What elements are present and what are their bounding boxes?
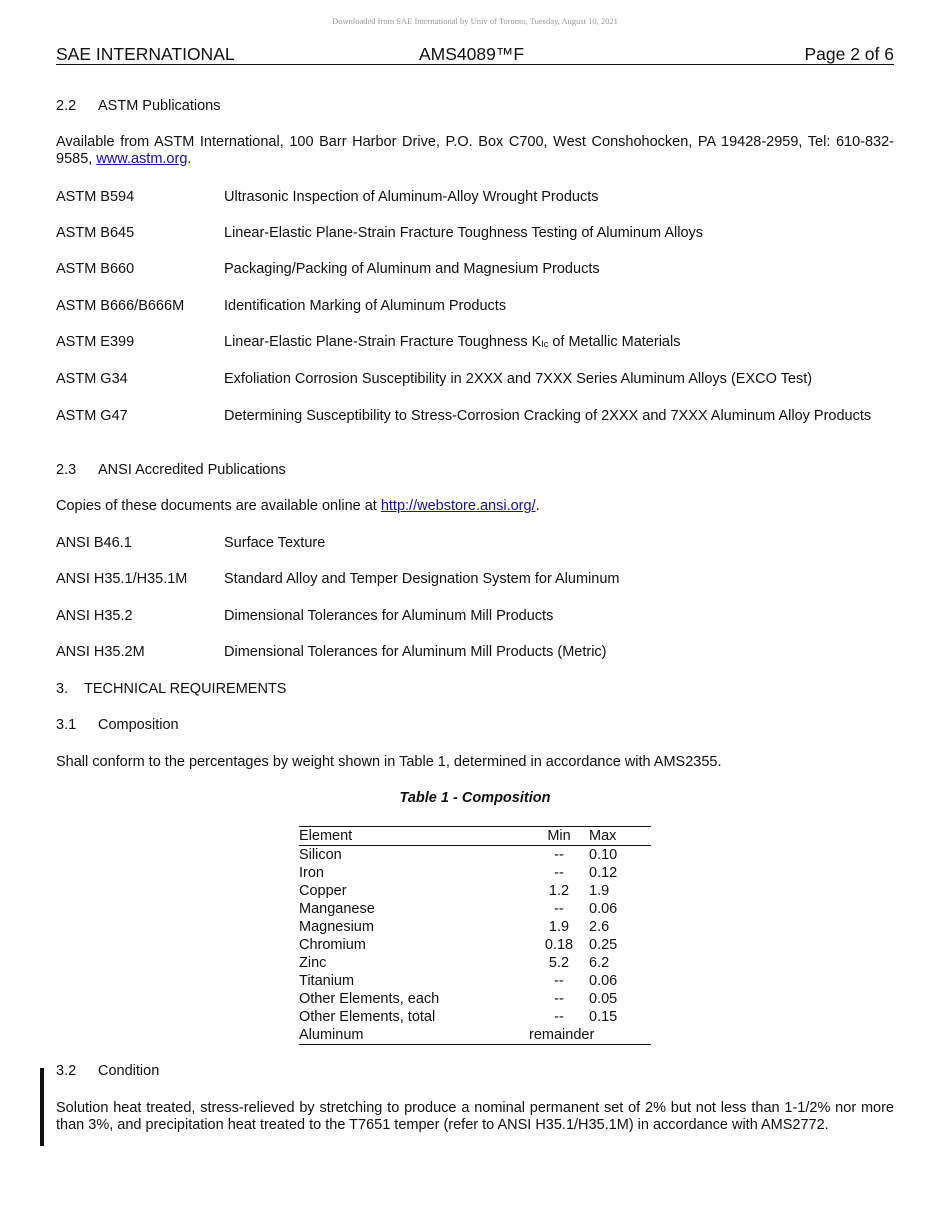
reference-description: Ultrasonic Inspection of Aluminum-Alloy Wrought Products <box>224 189 599 205</box>
header-document-number: AMS4089™F <box>419 44 525 64</box>
composition-table <box>299 826 651 1045</box>
cell-element: Magnesium <box>299 919 374 935</box>
cell-max: 2.6 <box>589 919 610 935</box>
ansi-intro-text: Copies of these documents are available online at <box>56 498 377 514</box>
section-2-2-title: ASTM Publications <box>98 98 221 114</box>
reference-code: ASTM G47 <box>56 408 128 424</box>
header-organization: SAE INTERNATIONAL <box>56 44 235 64</box>
reference-description-text: Linear-Elastic Plane-Strain Fracture Toughness K <box>224 334 542 350</box>
table-row <box>299 1008 651 1026</box>
cell-max: 0.06 <box>589 901 618 917</box>
reference-description: Identification Marking of Aluminum Products <box>224 298 507 314</box>
table-row <box>299 918 651 936</box>
cell-max: 0.12 <box>589 865 618 881</box>
table-row <box>299 882 651 900</box>
reference-description: Determining Susceptibility to Stress-Corrosion Cracking of 2XXX and 7XXX Aluminum Alloy Products <box>224 408 872 424</box>
header-page-number: Page 2 of 6 <box>804 44 894 64</box>
header-min: Min <box>547 828 571 844</box>
table-row <box>299 936 651 954</box>
cell-min: -- <box>554 1009 564 1025</box>
section-3-number: 3. <box>56 681 69 697</box>
page-header <box>56 44 894 65</box>
download-notice: Downloaded from SAE International by Univ of Toronto, Tuesday, August 10, 2021 <box>332 16 618 26</box>
cell-element: Other Elements, each <box>299 991 440 1007</box>
section-2-3-title: ANSI Accredited Publications <box>98 462 286 478</box>
cell-min: -- <box>554 901 564 917</box>
table-row <box>299 900 651 918</box>
ansi-webstore-link[interactable]: http://webstore.ansi.org/ <box>380 498 536 514</box>
composition-paragraph: Shall conform to the percentages by weight shown in Table 1, determined in accordance with AMS2355. <box>56 754 722 770</box>
reference-description: Surface Texture <box>224 535 326 551</box>
cell-element: Chromium <box>299 937 366 953</box>
astm-availability-paragraph <box>56 134 894 168</box>
cell-element: Manganese <box>299 901 375 917</box>
reference-description: Dimensional Tolerances for Aluminum Mill Products <box>224 608 554 624</box>
cell-remainder: remainder <box>529 1027 595 1043</box>
cell-element: Other Elements, total <box>299 1009 436 1025</box>
reference-description-text: of Metallic Materials <box>548 334 681 350</box>
cell-max: 0.25 <box>589 937 618 953</box>
section-3-1-title: Composition <box>98 717 179 733</box>
reference-description: Dimensional Tolerances for Aluminum Mill Products (Metric) <box>224 644 607 660</box>
cell-min: 1.2 <box>548 883 570 899</box>
reference-code: ASTM B594 <box>56 189 135 205</box>
reference-code: ANSI B46.1 <box>56 535 132 551</box>
reference-description: Packaging/Packing of Aluminum and Magnesium Products <box>224 261 600 277</box>
condition-paragraph: Solution heat treated, stress-relieved by stretching to produce a nominal permanent set of 2% but not less than 1-1/2% nor more than 3%, and precipitation heat treated to the T7651 temper (refer to ANSI H35.1/H35.1M) in accordance with AMS2772. <box>56 1100 894 1133</box>
cell-min: 0.18 <box>544 937 574 953</box>
ansi-intro-end: . <box>535 498 540 514</box>
section-3-1-number: 3.1 <box>56 717 77 733</box>
cell-element: Copper <box>299 883 347 899</box>
reference-description: Standard Alloy and Temper Designation System for Aluminum <box>224 571 620 587</box>
cell-element: Aluminum <box>299 1027 364 1043</box>
reference-code: ASTM B645 <box>56 225 135 241</box>
cell-min: -- <box>554 991 564 1007</box>
reference-code: ASTM B660 <box>56 261 135 277</box>
header-element: Element <box>299 828 353 844</box>
cell-min: -- <box>554 865 564 881</box>
table-row <box>299 972 651 990</box>
table-row <box>299 864 651 882</box>
astm-website-link[interactable]: www.astm.org <box>96 151 188 167</box>
cell-max: 0.06 <box>589 973 618 989</box>
table-header-row <box>299 827 651 846</box>
reference-description <box>224 334 894 353</box>
cell-element: Silicon <box>299 847 342 863</box>
cell-min: -- <box>554 847 564 863</box>
table-1-title: Table 1 - Composition <box>399 790 551 806</box>
table-row <box>299 846 651 865</box>
reference-code: ASTM B666/B666M <box>56 298 185 314</box>
header-max: Max <box>589 828 617 844</box>
reference-description: Exfoliation Corrosion Susceptibility in 2XXX and 7XXX Series Aluminum Alloys (EXCO Test) <box>224 371 813 387</box>
reference-code: ASTM E399 <box>56 334 135 350</box>
cell-max: 6.2 <box>589 955 610 971</box>
table-row <box>299 990 651 1008</box>
section-3-title: TECHNICAL REQUIREMENTS <box>84 681 287 697</box>
section-2-3-number: 2.3 <box>56 462 77 478</box>
cell-element: Zinc <box>299 955 327 971</box>
cell-element: Iron <box>299 865 324 881</box>
ansi-availability-paragraph <box>56 498 894 515</box>
reference-description: Linear-Elastic Plane-Strain Fracture Toughness Testing of Aluminum Alloys <box>224 225 704 241</box>
astm-intro-text: Available from ASTM International, 100 Barr Harbor Drive, P.O. Box C700, West Conshohocken, PA 19428-2959, Tel: 610-832-9585, <box>56 134 894 167</box>
table-row <box>299 954 651 972</box>
reference-code: ANSI H35.2M <box>56 644 145 660</box>
reference-code: ANSI H35.2 <box>56 608 133 624</box>
reference-code: ANSI H35.1/H35.1M <box>56 571 188 587</box>
cell-max: 0.05 <box>589 991 618 1007</box>
reference-code: ASTM G34 <box>56 371 128 387</box>
cell-element: Titanium <box>299 973 355 989</box>
subscript-ic: Ic <box>541 339 549 349</box>
cell-max: 0.15 <box>589 1009 618 1025</box>
cell-max: 1.9 <box>589 883 610 899</box>
section-2-2-number: 2.2 <box>56 98 77 114</box>
table-row-aluminum <box>299 1026 651 1045</box>
cell-max: 0.10 <box>589 847 618 863</box>
section-3-2-number: 3.2 <box>56 1063 77 1079</box>
cell-min: 5.2 <box>548 955 570 971</box>
cell-min: 1.9 <box>548 919 570 935</box>
astm-intro-end: . <box>187 151 192 167</box>
section-3-2-title: Condition <box>98 1063 160 1079</box>
cell-min: -- <box>554 973 564 989</box>
revision-change-bar <box>40 1068 44 1146</box>
